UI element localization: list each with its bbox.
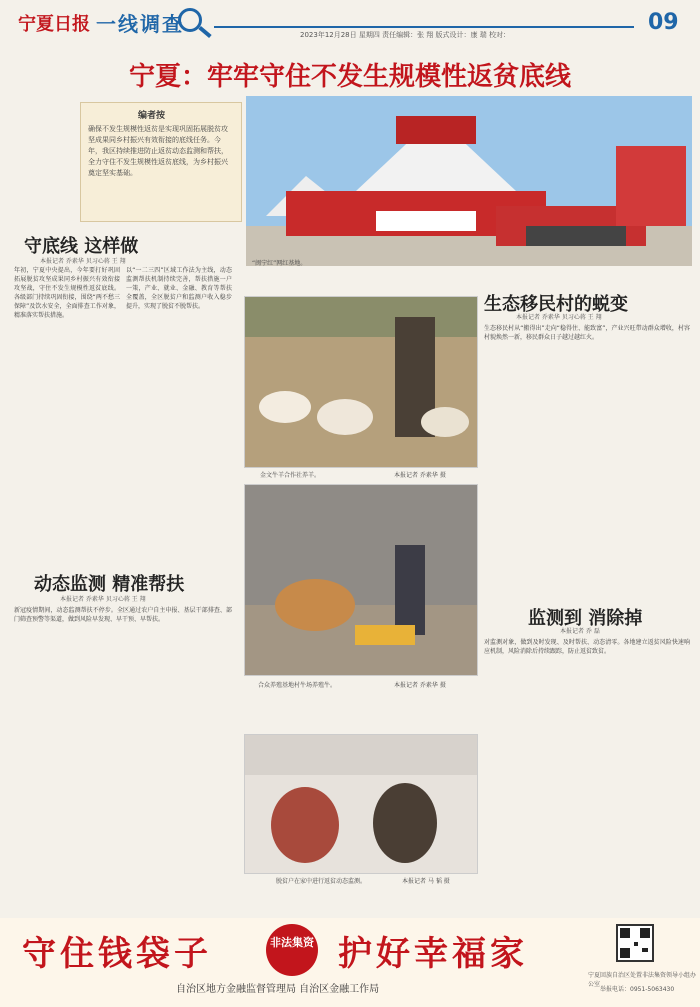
hero-caption: “闽宁红”网红基地。 bbox=[252, 260, 307, 267]
editor-note-title: 编者按 bbox=[138, 111, 166, 121]
headline: 宁夏：牢牢守住不发生规模性返贫底线 bbox=[128, 62, 571, 92]
hero-photo bbox=[246, 96, 692, 266]
magnifier-handle-icon bbox=[198, 26, 211, 38]
photo-cattle bbox=[244, 484, 478, 676]
section-2-title: 动态监测 精准帮扶 bbox=[34, 574, 185, 595]
date-line: 2023年12月28日 星期四 责任编辑：张 翔 版式设计：康 瑞 校对： bbox=[300, 31, 510, 39]
section-1-byline: 本报记者 乔素华 贝习心蒋 王 翔 bbox=[40, 258, 126, 265]
masthead bbox=[0, 0, 700, 48]
footer-hotline: 举报电话：0951-5063430 bbox=[600, 986, 675, 993]
photo-cattle-credit: 本报记者 乔素华 摄 bbox=[394, 682, 446, 689]
footer-slogan-right: 护好幸福家 bbox=[338, 934, 528, 974]
section-1-col-2: 以“一二三四”区域工作法为主线，动态监测帮扶机制持续完善，帮扶措施一户一策，产业、就业、金融、教育等帮扶全覆盖，全区脱贫户和监测户收入稳步提升，实现了脱贫不脱帮扶。 bbox=[126, 267, 232, 310]
photo-family-caption: 脱贫户在家中进行返贫动态监测。 bbox=[276, 878, 367, 885]
section-2-byline: 本报记者 乔素华 贝习心蒋 王 翔 bbox=[60, 596, 146, 603]
section-1-col-1: 年初，宁夏中央提出，今年要打好巩固拓展脱贫攻坚成果同乡村振兴有效衔接攻坚战，守住不发生规模性返贫底线。各级部门持续巩固衔接，围绕“两不愁三保障”及饮水安全，全面排查工作对象，精准落实帮扶措施。 bbox=[14, 267, 120, 319]
footer-org: 宁夏回族自治区处置非法集资领导小组办公室 bbox=[588, 972, 697, 988]
section-4-body: 对监测对象，做到及时发现、及时帮扶、动态清零。各地建立返贫风险快速响应机制，风险消除后持续跟踪，防止返贫致贫。 bbox=[484, 639, 690, 655]
section-4-title: 监测到 消除掉 bbox=[528, 608, 643, 629]
section-3-byline: 本报记者 乔素华 贝习心蒋 王 翔 bbox=[516, 314, 602, 321]
footer-slogan-left: 守住钱袋子 bbox=[22, 934, 212, 974]
footer-seal: 非法集资 bbox=[266, 924, 318, 976]
newspaper-logo: 宁夏日报 bbox=[18, 14, 90, 35]
photo-sheep-caption: 金文牛羊合作社养羊。 bbox=[260, 472, 321, 479]
qr-code-icon bbox=[616, 924, 654, 962]
photo-cattle-caption: 合众养殖基地村牛场养殖牛。 bbox=[258, 682, 337, 689]
section-1-title: 守底线 这样做 bbox=[24, 236, 139, 257]
editor-note-text: 确保不发生规模性返贫是实现巩固拓展脱贫攻坚成果同乡村振兴有效衔接的底线任务。今年，我区持续推进防止返贫动态监测和帮扶，全力守住不发生规模性返贫底线，为乡村振兴奠定坚实基础。 bbox=[88, 125, 228, 177]
footer-sponsor: 自治区地方金融监督管理局 自治区金融工作局 bbox=[176, 984, 380, 995]
section-4-byline: 本报记者 乔 磊 bbox=[560, 628, 600, 635]
section-3-title: 生态移民村的蜕变 bbox=[484, 294, 628, 315]
page-number: 09 bbox=[648, 10, 679, 35]
masthead-rule bbox=[214, 26, 634, 28]
section-3-body: 生态移民村从“搬得出”走向“稳得住、能致富”，产业兴旺带动群众增收，村容村貌焕然一新，移民群众日子越过越红火。 bbox=[484, 325, 690, 341]
photo-sheep-credit: 本报记者 乔素华 摄 bbox=[394, 472, 446, 479]
photo-sheep bbox=[244, 296, 478, 468]
section-2-body: 新冠疫情期间，动态监测帮扶不停步。全区通过农户自主申报、基层干部排查、部门筛查预警等渠道，做到风险早发现、早干预、早帮扶。 bbox=[14, 607, 232, 623]
photo-family-credit: 本报记者 马 韬 摄 bbox=[402, 878, 450, 885]
photo-family bbox=[244, 734, 478, 874]
section-tag: 一线调查 bbox=[96, 12, 184, 36]
